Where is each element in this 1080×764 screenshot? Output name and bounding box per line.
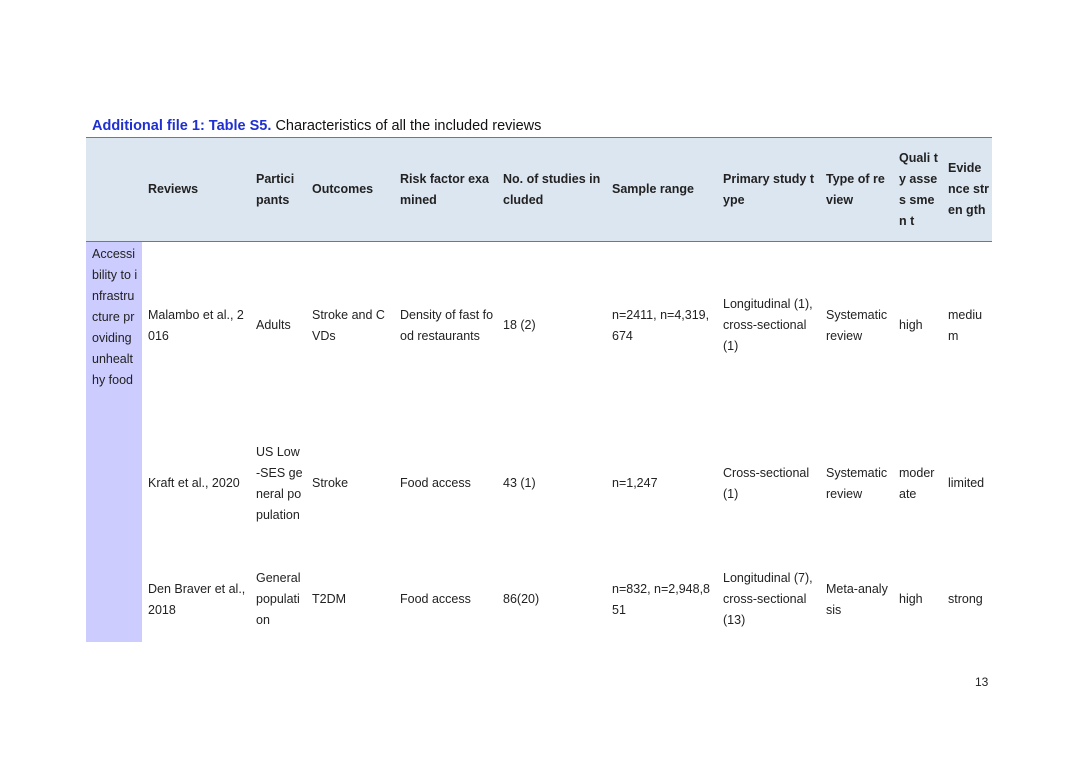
cell-risk-factor: Food access — [400, 592, 471, 606]
cell-evidence: medium — [948, 307, 983, 343]
cell-risk-factor: Density of fast food restaurants — [400, 307, 494, 343]
cell-primary-study-type: Longitudinal (1), cross-sectional (1) — [723, 297, 813, 354]
cell-type-of-review: Systematic review — [826, 465, 888, 501]
cell-participants: General population — [256, 571, 301, 627]
cell-primary-study-type: Longitudinal (7), cross-sectional (13) — [723, 571, 813, 627]
header-type-of-review: Type of review — [820, 138, 893, 242]
cell-outcomes: T2DM — [312, 592, 347, 606]
header-row — [86, 138, 992, 242]
cell-evidence: limited — [948, 476, 985, 490]
cell-review: Kraft et al., 2020 — [148, 476, 240, 490]
reviews-table — [86, 137, 992, 642]
cell-quality: moderate — [899, 465, 935, 501]
category-cell: Accessibility to infrastructure providing unhealthy food — [86, 242, 142, 642]
header-no-studies: No. of studies included — [497, 138, 606, 242]
cell-primary-study-type: Cross-sectional (1) — [723, 465, 810, 501]
header-risk-factor: Risk factor examined — [394, 138, 497, 242]
header-quality-assessment: Quali ty asses smen t — [893, 138, 942, 242]
cell-sample-range: n=832, n=2,948,851 — [612, 581, 711, 617]
page-number: 13 — [975, 675, 989, 689]
cell-sample-range: n=1,247 — [612, 476, 658, 490]
cell-type-of-review: Meta-analysis — [826, 581, 888, 617]
cell-participants: Adults — [256, 318, 291, 333]
cell-evidence: strong — [948, 592, 983, 606]
cell-no-studies: 43 (1) — [503, 476, 536, 490]
cell-quality: high — [899, 318, 923, 333]
header-reviews: Reviews — [142, 138, 250, 242]
cell-no-studies: 18 (2) — [503, 318, 536, 333]
header-primary-study-type: Primary study type — [717, 138, 820, 242]
table-row — [86, 242, 992, 410]
cell-no-studies: 86(20) — [503, 592, 540, 606]
header-sample-range: Sample range — [606, 138, 717, 242]
header-evidence-strength: Evide nce stren gth — [942, 138, 992, 242]
table-row — [86, 410, 992, 558]
header-participants: Partici pants — [250, 138, 306, 242]
cell-review: Malambo et al., 2016 — [148, 307, 244, 343]
table-row — [86, 558, 992, 642]
header-category — [86, 138, 142, 242]
cell-outcomes: Stroke and CVDs — [312, 307, 385, 343]
cell-outcomes: Stroke — [312, 476, 349, 490]
table-title: Characteristics of all the included reviews — [275, 118, 542, 134]
cell-participants: US Low-SES general population — [256, 444, 303, 522]
cell-risk-factor: Food access — [400, 476, 471, 490]
cell-review: Den Braver et al., 2018 — [148, 581, 246, 617]
cell-type-of-review: Systematic review — [826, 307, 888, 343]
header-outcomes: Outcomes — [306, 138, 394, 242]
cell-sample-range: n=2411, n=4,319,674 — [612, 307, 710, 343]
table-label: Additional file 1: Table S5. — [92, 118, 272, 134]
table-caption — [92, 118, 541, 134]
cell-quality: high — [899, 592, 923, 606]
